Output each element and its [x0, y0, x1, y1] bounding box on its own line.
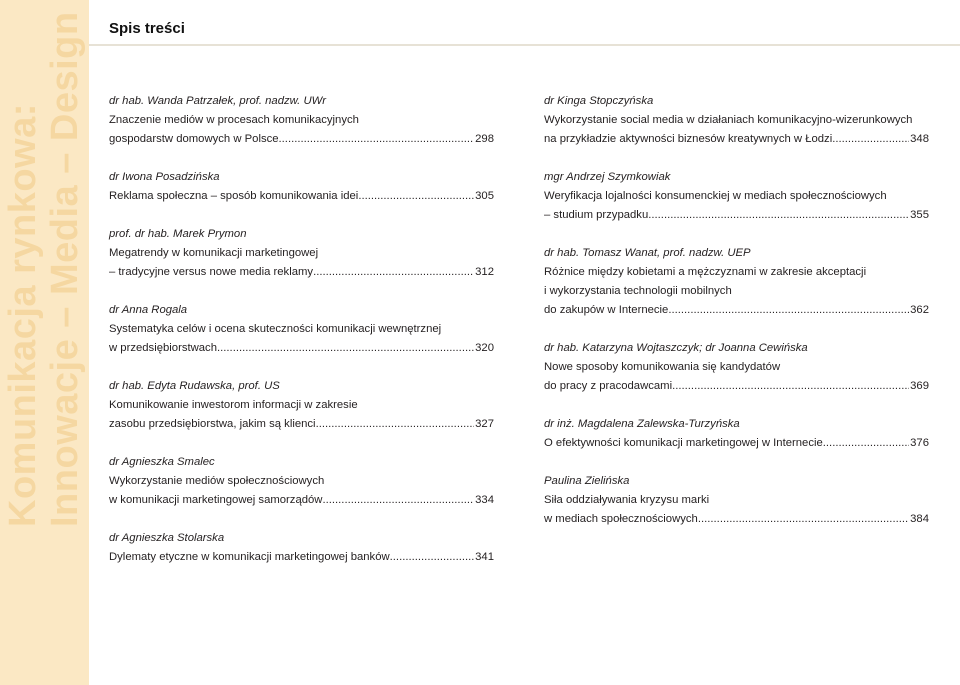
entry-title-line: Wykorzystanie social media w działaniach komunikacyjno-wizerunkowych	[544, 114, 913, 126]
entry-title-line	[544, 206, 929, 225]
toc-entry[interactable]	[109, 225, 494, 282]
entry-title-text: w przedsiębiorstwach	[109, 342, 217, 354]
entry-page-number: 327	[475, 418, 494, 430]
entry-page-number: 355	[910, 209, 929, 221]
entry-page-number: 348	[910, 133, 929, 145]
toc-entry[interactable]	[109, 168, 494, 206]
entry-title-text: O efektywności komunikacji marketingowej w Internecie	[544, 437, 823, 449]
entry-author: dr Kinga Stopczyńska	[544, 95, 654, 107]
toc-entry[interactable]	[109, 301, 494, 358]
entry-title-line: Znaczenie mediów w procesach komunikacyjnych	[109, 114, 359, 126]
entry-page-number: 320	[475, 342, 494, 354]
entry-title-line	[109, 187, 494, 206]
entry-page-number: 312	[475, 266, 494, 278]
entry-title-line: i wykorzystania technologii mobilnych	[544, 285, 732, 297]
dot-leader	[279, 130, 475, 149]
dot-leader	[823, 434, 909, 453]
toc-entry[interactable]	[544, 415, 929, 453]
entry-title-line	[109, 548, 494, 567]
entry-title-text: w komunikacji marketingowej samorządów	[109, 494, 323, 506]
entry-page-number: 369	[910, 380, 929, 392]
entry-title-text: zasobu przedsiębiorstwa, jakim są klienci	[109, 418, 316, 430]
entry-page-number: 334	[475, 494, 494, 506]
dot-leader	[313, 263, 474, 282]
entry-title-line	[109, 263, 494, 282]
entry-title-line: Systematyka celów i ocena skuteczności komunikacji wewnętrznej	[109, 323, 442, 335]
entry-author: dr Anna Rogala	[109, 304, 188, 316]
entry-title-line: Różnice między kobietami a mężczyznami w zakresie akceptacji	[544, 266, 867, 278]
entry-author: dr Agnieszka Smalec	[109, 456, 215, 468]
dot-leader	[322, 491, 474, 510]
toc-entry[interactable]	[109, 529, 494, 567]
entry-title-line: Weryfikacja lojalności konsumenckiej w mediach społecznościowych	[544, 190, 887, 202]
entry-author: dr hab. Edyta Rudawska, prof. US	[109, 380, 280, 392]
entry-title-line	[109, 339, 494, 358]
entry-title-line	[109, 415, 494, 434]
entry-title-text: gospodarstw domowych w Polsce	[109, 133, 279, 145]
entry-title-text: na przykładzie aktywności biznesów kreatywnych w Łodzi	[544, 133, 833, 145]
dot-leader	[358, 187, 474, 206]
toc-entry[interactable]	[109, 453, 494, 510]
dot-leader	[668, 301, 909, 320]
entry-author: mgr Andrzej Szymkowiak	[544, 171, 671, 183]
entry-title-line	[109, 491, 494, 510]
entry-title-line	[544, 377, 929, 396]
entry-author: dr hab. Katarzyna Wojtaszczyk; dr Joanna Cewińska	[544, 342, 808, 354]
toc-entry[interactable]	[544, 244, 929, 320]
toc-entry[interactable]	[544, 168, 929, 225]
side-title-line1: Komunikacja rynkowa:	[2, 103, 44, 527]
entry-author: dr hab. Tomasz Wanat, prof. nadzw. UEP	[544, 247, 751, 259]
toc-entry[interactable]	[109, 377, 494, 434]
dot-leader	[217, 339, 474, 358]
entry-title-line: Megatrendy w komunikacji marketingowej	[109, 247, 319, 259]
toc-entry[interactable]	[544, 472, 929, 529]
entry-title-line: Wykorzystanie mediów społecznościowych	[109, 475, 325, 487]
side-book-title	[0, 0, 89, 685]
entry-title-text: do pracy z pracodawcami	[544, 380, 673, 392]
entry-title-line	[544, 434, 929, 453]
entry-author: dr Agnieszka Stolarska	[109, 532, 225, 544]
entry-author: Paulina Zielińska	[544, 475, 630, 487]
dot-leader	[648, 206, 909, 225]
header-rule	[89, 0, 960, 46]
entry-title-text: – tradycyjne versus nowe media reklamy	[109, 266, 314, 278]
entry-page-number: 376	[910, 437, 929, 449]
entry-author: dr inż. Magdalena Zalewska-Turzyńska	[544, 418, 740, 430]
entry-title-text: – studium przypadku	[544, 209, 649, 221]
side-title-line2: Innowacje – Media – Design	[44, 11, 86, 527]
entry-page-number: 362	[910, 304, 929, 316]
toc-entry[interactable]	[109, 92, 494, 149]
dot-leader	[672, 377, 909, 396]
entry-title-text: Dylematy etyczne w komunikacji marketingowej banków	[109, 551, 390, 563]
dot-leader	[316, 415, 475, 434]
dot-leader	[390, 548, 474, 567]
entry-page-number: 305	[475, 190, 494, 202]
entry-page-number: 341	[475, 551, 494, 563]
entry-title-text: do zakupów w Internecie	[544, 304, 669, 316]
entry-page-number: 384	[910, 513, 929, 525]
entry-title-line	[109, 130, 494, 149]
page-title: Spis treści	[109, 20, 185, 37]
dot-leader	[832, 130, 909, 149]
toc-entry[interactable]	[544, 339, 929, 396]
entry-author: dr Iwona Posadzińska	[109, 171, 220, 183]
entry-title-line: Komunikowanie inwestorom informacji w zakresie	[109, 399, 358, 411]
entry-title-line	[544, 301, 929, 320]
entry-title-line	[544, 130, 929, 149]
entry-page-number: 298	[475, 133, 494, 145]
dot-leader	[698, 510, 909, 529]
entry-title-text: Reklama społeczna – sposób komunikowania idei	[109, 190, 359, 202]
entry-title-line: Siła oddziaływania kryzysu marki	[544, 494, 710, 506]
entry-author: prof. dr hab. Marek Prymon	[109, 228, 247, 240]
toc-entry[interactable]	[544, 92, 929, 149]
entry-author: dr hab. Wanda Patrzałek, prof. nadzw. UWr	[109, 95, 327, 107]
entry-title-line	[544, 510, 929, 529]
entry-title-line: Nowe sposoby komunikowania się kandydatów	[544, 361, 781, 373]
entry-title-text: w mediach społecznościowych	[544, 513, 698, 525]
